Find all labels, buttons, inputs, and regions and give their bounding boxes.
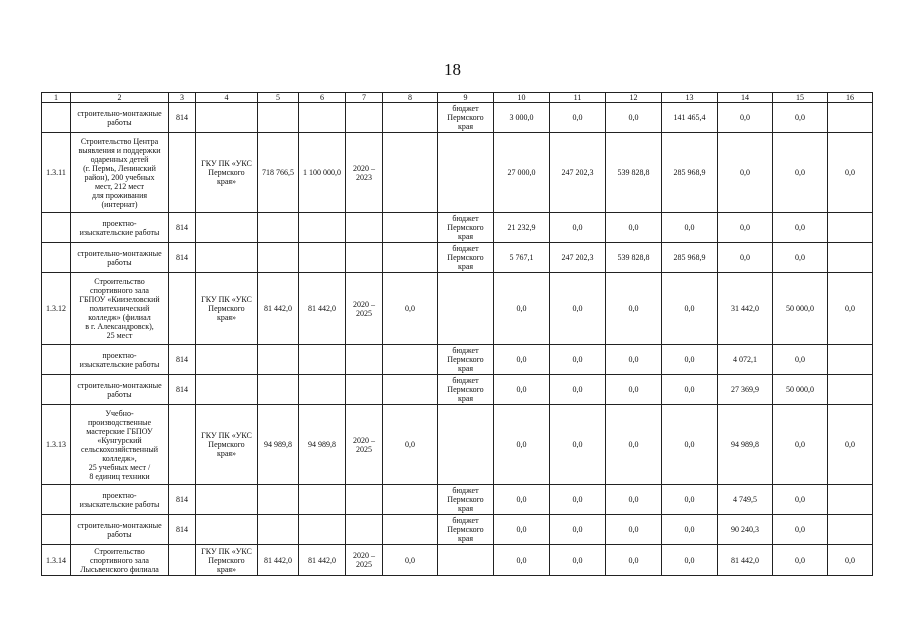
column-header: 6 [299,93,346,103]
table-cell: 2020 – 2025 [346,405,383,485]
table-cell [438,405,494,485]
table-cell [169,273,196,345]
table-cell: 0,0 [606,213,662,243]
table-cell [299,485,346,515]
table-cell: 0,0 [494,515,550,545]
column-header: 1 [42,93,71,103]
table-cell [42,485,71,515]
table-cell [346,345,383,375]
table-cell: 0,0 [662,273,718,345]
table-cell: 0,0 [773,213,828,243]
table-cell: 0,0 [494,545,550,576]
table-cell: 0,0 [773,243,828,273]
table-cell: 0,0 [606,345,662,375]
table-cell [346,243,383,273]
table-cell: 814 [169,515,196,545]
table-cell: 0,0 [773,133,828,213]
table-cell: 2020 – 2023 [346,133,383,213]
table-cell: 0,0 [550,545,606,576]
table-cell: 718 766,5 [258,133,299,213]
table-cell [438,545,494,576]
table-cell [346,485,383,515]
column-header: 4 [196,93,258,103]
column-header: 10 [494,93,550,103]
table-cell: 94 989,8 [718,405,773,485]
table-cell: 0,0 [606,545,662,576]
table-row [42,273,873,345]
table-cell [383,345,438,375]
table-cell: 0,0 [662,345,718,375]
table-cell: 814 [169,485,196,515]
table-cell: 539 828,8 [606,243,662,273]
table-cell: бюджет Пермского края [438,375,494,405]
column-header: 9 [438,93,494,103]
header-row [42,93,873,103]
table-cell [299,515,346,545]
table-cell [258,515,299,545]
table-cell [828,213,873,243]
table-cell: 0,0 [550,375,606,405]
table-cell: 81 442,0 [258,545,299,576]
table-cell [828,375,873,405]
table-row [42,485,873,515]
table-cell: 0,0 [773,515,828,545]
table-cell: 141 465,4 [662,103,718,133]
table-cell [383,133,438,213]
table-cell: 0,0 [773,545,828,576]
table-cell: ГКУ ПК «УКС Пермского края» [196,133,258,213]
table-cell: 1.3.14 [42,545,71,576]
table-cell: 81 442,0 [299,273,346,345]
table-cell: 247 202,3 [550,243,606,273]
table-cell [42,375,71,405]
column-header: 3 [169,93,196,103]
table-cell: 0,0 [718,133,773,213]
table-cell: 90 240,3 [718,515,773,545]
table-cell: 0,0 [383,545,438,576]
table-cell [438,273,494,345]
column-header: 14 [718,93,773,103]
table-cell: 0,0 [494,375,550,405]
table-cell: ГКУ ПК «УКС Пермского края» [196,405,258,485]
table-cell [258,243,299,273]
table-cell [383,485,438,515]
page-number: 18 [444,60,461,79]
table-cell: 0,0 [828,133,873,213]
table-cell [258,213,299,243]
table-cell [383,213,438,243]
column-header: 7 [346,93,383,103]
table-cell [196,515,258,545]
table-cell: 0,0 [662,405,718,485]
table-cell [258,485,299,515]
table-cell: 814 [169,103,196,133]
table-cell: бюджет Пермского края [438,345,494,375]
column-header: 15 [773,93,828,103]
table-cell: 81 442,0 [718,545,773,576]
table-row [42,375,873,405]
table-cell: 81 442,0 [258,273,299,345]
table-cell: 0,0 [494,273,550,345]
table-row [42,213,873,243]
table-cell: Строительство спортивного зала ГБПОУ «Киизеловский политехнический колледж» (филиал в г. Александровск), 25 мест [71,273,169,345]
table-cell [258,345,299,375]
table-cell [383,375,438,405]
table-cell: 0,0 [606,103,662,133]
table-cell [828,485,873,515]
table-cell: 0,0 [494,485,550,515]
table-cell [169,133,196,213]
table-cell [42,345,71,375]
table-cell [258,375,299,405]
table-cell: 0,0 [718,213,773,243]
table-cell: 0,0 [550,485,606,515]
table-cell [196,103,258,133]
table-cell: бюджет Пермского края [438,103,494,133]
table-cell: 4 072,1 [718,345,773,375]
table-cell [42,243,71,273]
table-cell: 1.3.13 [42,405,71,485]
table-cell: строительно-монтажные работы [71,375,169,405]
table-cell: 0,0 [606,273,662,345]
table-cell: строительно-монтажные работы [71,103,169,133]
table-cell [383,103,438,133]
table-cell: 539 828,8 [606,133,662,213]
table-cell: Строительство спортивного зала Лысьвенского филиала [71,545,169,576]
table-cell: бюджет Пермского края [438,515,494,545]
table-cell: 2020 – 2025 [346,273,383,345]
table-cell: бюджет Пермского края [438,243,494,273]
table-cell: 5 767,1 [494,243,550,273]
table-row [42,405,873,485]
column-header: 16 [828,93,873,103]
table-cell [169,405,196,485]
table-cell: 31 442,0 [718,273,773,345]
table-row [42,515,873,545]
table-cell [258,103,299,133]
table-row [42,133,873,213]
table-cell: 50 000,0 [773,273,828,345]
table-cell: бюджет Пермского края [438,485,494,515]
table-cell [346,375,383,405]
table-cell: Строительство Центра выявления и поддержки одаренных детей (г. Пермь, Ленинский район), 200 учебных мест, 212 мест для проживания (интернат) [71,133,169,213]
table-cell: 0,0 [550,273,606,345]
table-cell: 0,0 [828,405,873,485]
table-cell: 0,0 [662,545,718,576]
table-cell: 0,0 [773,103,828,133]
table-cell: строительно-монтажные работы [71,515,169,545]
table-cell [196,213,258,243]
table-cell: 0,0 [773,485,828,515]
column-header: 11 [550,93,606,103]
table-cell: 0,0 [773,345,828,375]
table-cell: 285 968,9 [662,133,718,213]
column-header: 12 [606,93,662,103]
table-cell: 94 989,8 [299,405,346,485]
table-cell: 0,0 [662,213,718,243]
table-cell: 285 968,9 [662,243,718,273]
table-cell: 247 202,3 [550,133,606,213]
table-cell [828,345,873,375]
table-cell: 2020 – 2025 [346,545,383,576]
table-cell: ГКУ ПК «УКС Пермского края» [196,545,258,576]
table-cell [346,213,383,243]
table-cell: бюджет Пермского края [438,213,494,243]
table-cell: 0,0 [718,243,773,273]
table-cell [169,545,196,576]
table-cell: 27 000,0 [494,133,550,213]
table-cell: 814 [169,375,196,405]
table-cell: 21 232,9 [494,213,550,243]
table-cell: 0,0 [828,545,873,576]
column-header: 5 [258,93,299,103]
table-row [42,345,873,375]
table-cell [196,375,258,405]
table-cell: 0,0 [662,485,718,515]
table-cell: 814 [169,243,196,273]
column-header: 8 [383,93,438,103]
table-cell [42,515,71,545]
table-cell: строительно-монтажные работы [71,243,169,273]
table-cell: 0,0 [718,103,773,133]
table-cell: 814 [169,345,196,375]
table-cell [196,243,258,273]
table-cell [438,133,494,213]
table-cell: проектно- изыскательские работы [71,485,169,515]
table-cell [346,103,383,133]
table-cell: проектно- изыскательские работы [71,345,169,375]
table-cell: 4 749,5 [718,485,773,515]
table-cell: 0,0 [828,273,873,345]
table-cell: 0,0 [773,405,828,485]
table-cell: 0,0 [383,273,438,345]
table-cell [196,345,258,375]
column-header: 2 [71,93,169,103]
table-cell [383,515,438,545]
budget-table [41,92,873,576]
table-cell [828,103,873,133]
table-cell: Учебно- производственные мастерские ГБПОУ «Кунгурский сельскохозяйственный колледж», 25 учебных мест / 8 единиц техники [71,405,169,485]
table-cell: 0,0 [606,375,662,405]
table-cell: 0,0 [606,485,662,515]
table-cell: 814 [169,213,196,243]
table-cell: 1.3.11 [42,133,71,213]
table-cell: 0,0 [662,515,718,545]
table-cell: 0,0 [550,515,606,545]
table-cell [299,103,346,133]
table-cell: 3 000,0 [494,103,550,133]
table-cell: 0,0 [383,405,438,485]
table-cell: 0,0 [494,345,550,375]
table-cell: 50 000,0 [773,375,828,405]
table-cell: ГКУ ПК «УКС Пермского края» [196,273,258,345]
table-cell: 27 369,9 [718,375,773,405]
table-row [42,103,873,133]
table-cell [828,515,873,545]
table-cell: 0,0 [550,103,606,133]
table-cell [299,213,346,243]
table-cell: 0,0 [662,375,718,405]
table-cell [299,345,346,375]
table-row [42,545,873,576]
table-cell [383,243,438,273]
table-cell: проектно- изыскательские работы [71,213,169,243]
table-cell: 0,0 [550,345,606,375]
table-cell: 0,0 [494,405,550,485]
table-cell [299,375,346,405]
table-cell: 94 989,8 [258,405,299,485]
table-cell: 1.3.12 [42,273,71,345]
table-cell [42,213,71,243]
table-cell [42,103,71,133]
table-cell: 0,0 [606,405,662,485]
table-cell: 0,0 [550,213,606,243]
table-cell: 0,0 [606,515,662,545]
table-cell [196,485,258,515]
table-cell: 1 100 000,0 [299,133,346,213]
column-header: 13 [662,93,718,103]
table-cell: 81 442,0 [299,545,346,576]
table-row [42,243,873,273]
table-cell [346,515,383,545]
table-cell [299,243,346,273]
table-cell: 0,0 [550,405,606,485]
table-cell [828,243,873,273]
